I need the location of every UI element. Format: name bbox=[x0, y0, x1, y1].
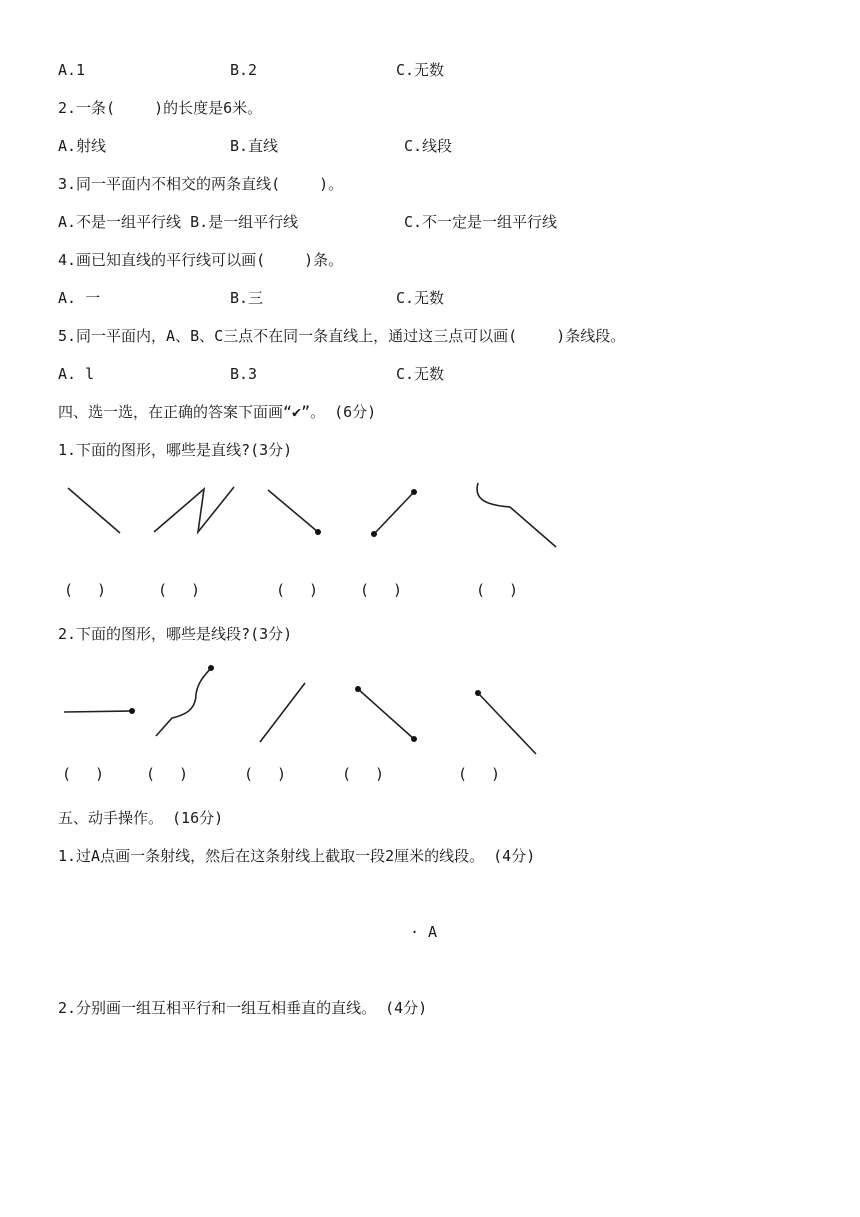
q4-text: 4.画已知直线的平行线可以画( )条。 bbox=[58, 251, 344, 269]
section5-q1-text: 1.过A点画一条射线，然后在这条射线上截取一段2厘米的线段。 (4分) bbox=[58, 847, 536, 865]
q4-option-a: A. 一 bbox=[58, 289, 101, 307]
segment-endpoint-dot bbox=[411, 489, 417, 495]
q3-option-c: C.不一定是一组平行线 bbox=[404, 213, 558, 231]
section4-q1-blank-4[interactable]: ( ) bbox=[360, 581, 403, 599]
section4-q2-blank-5[interactable]: ( ) bbox=[458, 765, 501, 783]
q2-option-b: B.直线 bbox=[230, 137, 279, 155]
section4-q1-blank-2[interactable]: ( ) bbox=[158, 581, 201, 599]
section4-title: 四、选一选，在正确的答案下面画“✔”。 (6分) bbox=[58, 403, 377, 421]
segment-endpoint-dot bbox=[371, 531, 377, 537]
q3-text: 3.同一平面内不相交的两条直线( )。 bbox=[58, 175, 344, 193]
figure-curved-ray bbox=[156, 668, 211, 736]
figure-ray-2 bbox=[64, 711, 132, 712]
figure-segment-2 bbox=[358, 689, 414, 739]
q1-option-b: B.2 bbox=[230, 61, 258, 79]
section5-q2-text: 2.分别画一组互相平行和一组互相垂直的直线。 (4分) bbox=[58, 999, 428, 1017]
figure-zigzag-line bbox=[154, 487, 234, 532]
figure-ray-1 bbox=[268, 490, 318, 532]
section4-q2-blank-1[interactable]: ( ) bbox=[62, 765, 105, 783]
q3-option-ab: A.不是一组平行线 B.是一组平行线 bbox=[58, 213, 299, 231]
figure-ray-3 bbox=[478, 693, 536, 754]
q2-text: 2.一条( )的长度是6米。 bbox=[58, 99, 263, 117]
q5-text: 5.同一平面内，A、B、C三点不在同一条直线上，通过这三点可以画( )条线段。 bbox=[58, 327, 626, 345]
q1-option-c: C.无数 bbox=[396, 61, 445, 79]
figure-straight-line bbox=[68, 488, 120, 533]
q2-option-a: A.射线 bbox=[58, 137, 107, 155]
ray-endpoint-dot bbox=[315, 529, 321, 535]
figure-straight-line-2 bbox=[260, 683, 305, 742]
q2-option-c: C.线段 bbox=[404, 137, 453, 155]
q4-option-b: B.三 bbox=[230, 289, 264, 307]
segment-endpoint-dot bbox=[411, 736, 417, 742]
q5-option-a: A. l bbox=[58, 365, 95, 383]
lines-figure-row bbox=[0, 475, 860, 575]
section4-q2-blank-4[interactable]: ( ) bbox=[342, 765, 385, 783]
section4-q1-text: 1.下面的图形，哪些是直线?(3分) bbox=[58, 441, 293, 459]
section4-q1-blank-5[interactable]: ( ) bbox=[476, 581, 519, 599]
q1-option-a: A.1 bbox=[58, 61, 86, 79]
curve-endpoint-dot bbox=[208, 665, 214, 671]
section5-title: 五、动手操作。 (16分) bbox=[58, 809, 224, 827]
q4-option-c: C.无数 bbox=[396, 289, 445, 307]
segment-endpoint-dot bbox=[355, 686, 361, 692]
section4-q2-blank-3[interactable]: ( ) bbox=[244, 765, 287, 783]
section4-q1-blank-1[interactable]: ( ) bbox=[64, 581, 107, 599]
point-a-label: · A bbox=[410, 923, 438, 941]
ray-endpoint-dot bbox=[475, 690, 481, 696]
figure-segment-1 bbox=[374, 492, 414, 534]
segments-figure-row bbox=[0, 660, 860, 760]
section4-q2-blank-2[interactable]: ( ) bbox=[146, 765, 189, 783]
q5-option-c: C.无数 bbox=[396, 365, 445, 383]
q5-option-b: B.3 bbox=[230, 365, 258, 383]
section4-q1-blank-3[interactable]: ( ) bbox=[276, 581, 319, 599]
ray-endpoint-dot bbox=[129, 708, 135, 714]
section4-q2-text: 2.下面的图形，哪些是线段?(3分) bbox=[58, 625, 293, 643]
figure-curve-line bbox=[477, 483, 556, 547]
